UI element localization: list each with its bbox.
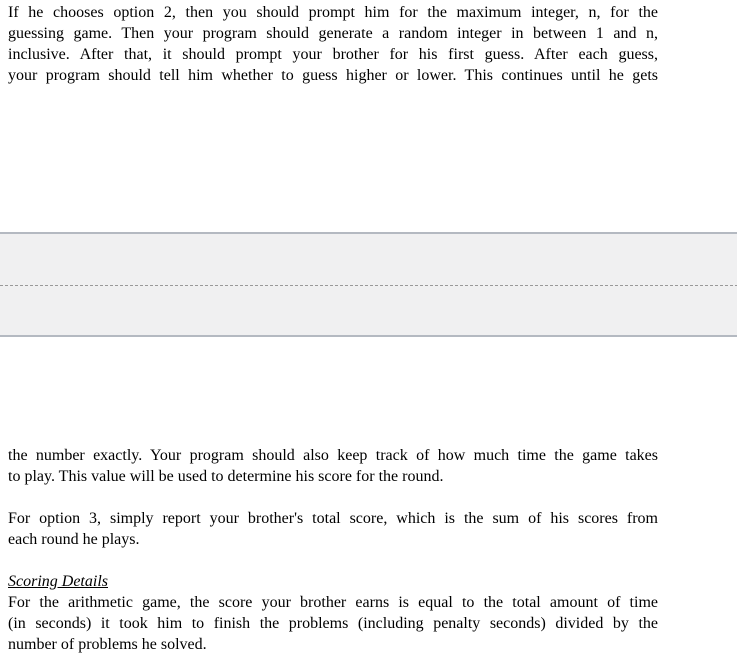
text-line: For the arithmetic game, the score your brother earns is equal to the total amount of time	[8, 594, 658, 611]
text-line: If he chooses option 2, then you should prompt him for the maximum integer, n, for the	[8, 4, 658, 21]
paragraph[interactable]	[8, 592, 658, 655]
paragraph[interactable]	[8, 2, 658, 86]
page-break-dashed-line	[0, 285, 737, 286]
text-line: to play. This value will be used to determine his score for the round.	[8, 468, 444, 485]
text-line: inclusive. After that, it should prompt your brother for his first guess. After each guess,	[8, 46, 658, 63]
page-1-text-region[interactable]	[8, 2, 658, 86]
page-2-text-region[interactable]	[8, 445, 658, 655]
text-line: guessing game. Then your program should generate a random integer in between 1 and n,	[8, 25, 658, 42]
text-line: your program should tell him whether to guess higher or lower. This continues until he gets	[8, 67, 658, 84]
scoring-details-heading[interactable]: Scoring Details	[8, 573, 108, 590]
paragraph[interactable]	[8, 508, 658, 550]
text-line: For option 3, simply report your brother's total score, which is the sum of his scores from	[8, 510, 658, 527]
text-line: number of problems he solved.	[8, 636, 207, 653]
page-break-indicator[interactable]	[0, 232, 737, 337]
text-line: the number exactly. Your program should also keep track of how much time the game takes	[8, 447, 658, 464]
text-line: (in seconds) it took him to finish the problems (including penalty seconds) divided by the	[8, 615, 658, 632]
text-line: each round he plays.	[8, 531, 140, 548]
paragraph[interactable]	[8, 445, 658, 487]
